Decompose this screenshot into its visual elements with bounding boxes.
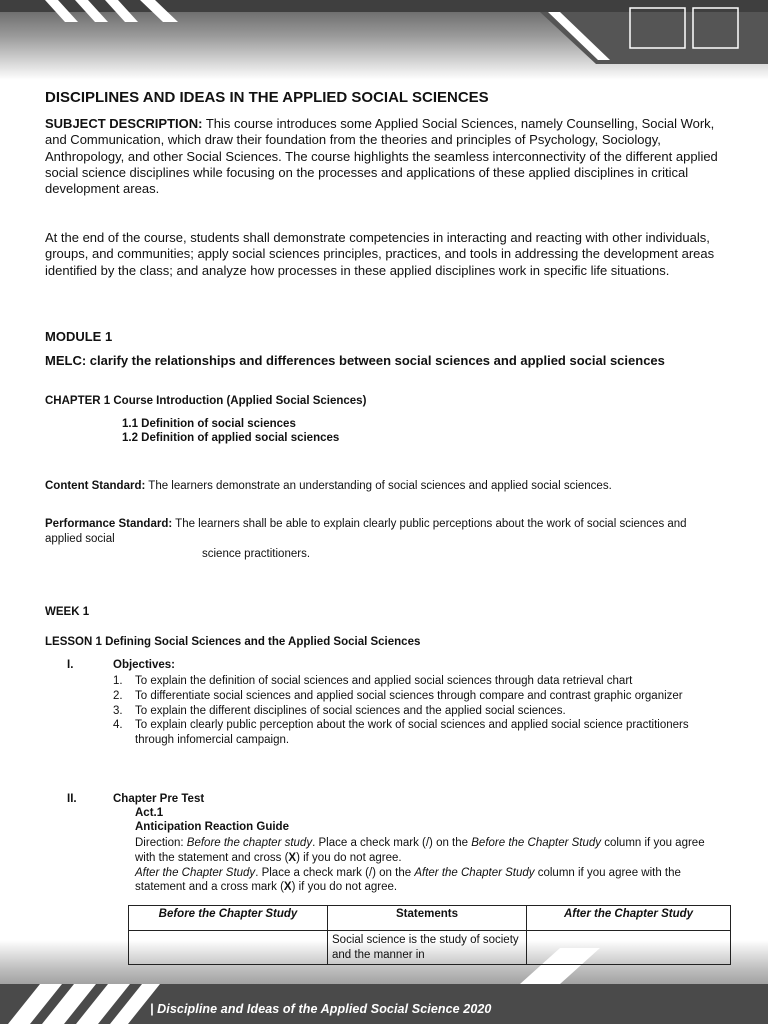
direction-italic-1: Before the chapter study (186, 837, 313, 849)
direction-text-2: column if you agree with the statement and cross ( (135, 837, 705, 864)
direction-x: X (288, 851, 297, 864)
table-row (129, 931, 731, 965)
direction-text-3: ) if you do not agree. (296, 851, 402, 864)
table-header-after: After the Chapter Study (527, 906, 731, 931)
chapter-heading: CHAPTER 1 Course Introduction (Applied Social Sciences) (45, 395, 367, 407)
melc-heading: MELC: clarify the relationships and differences between social sciences and applied social sciences (45, 353, 665, 368)
after-text-1: . Place a check mark (/) on the (255, 866, 415, 879)
objective-text: To explain the different disciplines of social sciences and the applied social sciences. (135, 704, 566, 717)
content-standard (45, 479, 725, 494)
objective-text: To explain clearly public perception about the work of social sciences and applied social science practitioners through infomercial campaign. (135, 719, 689, 747)
list-item (113, 674, 723, 689)
section-1-title: Objectives: (113, 659, 175, 671)
direction-text-1: . Place a check mark (/) on the (312, 837, 472, 849)
performance-standard-continued: science practitioners. (202, 548, 311, 560)
subject-text: This course introduces some Applied Social Sciences, namely Counselling, Social Work, and Communication, which draw their foundation from the theories and principles of Psychology, Sociology, Anthropology, and other Social Sciences. The course highlights the seamless interconnectivity of the different applied social science disciplines while focusing on the processes and applications of these applied disciplines in critical development areas. (45, 116, 718, 197)
activity-title: Anticipation Reaction Guide (135, 821, 289, 833)
objective-number: 1. (113, 675, 123, 687)
list-item (113, 718, 723, 748)
objective-number: 4. (113, 719, 123, 732)
after-italic-2: After the Chapter Study (414, 866, 535, 879)
after-text-2: column if you agree with the statement and a cross mark ( (135, 866, 681, 894)
module-heading: MODULE 1 (45, 329, 113, 344)
content-standard-text: The learners demonstrate an understanding of social sciences and applied social sciences. (145, 480, 612, 492)
end-of-course-paragraph: At the end of the course, students shall demonstrate competencies in interacting and reacting with other individuals, groups, and communities; apply social sciences principles, practices, and tools in addressing the development areas identified by the class; and analyze how processes in these applied disciplines work in specific life situations. (45, 230, 715, 278)
list-item (113, 689, 723, 704)
subtopic-2: 1.2 Definition of applied social sciences (122, 432, 340, 444)
after-text-3: ) if you do not agree. (291, 881, 398, 894)
footer-text: | Discipline and Ideas of the Applied Social Science 2020 (150, 1002, 492, 1016)
direction-text (135, 836, 725, 895)
statement-cell: Social science is the study of society and the manner in (328, 931, 527, 965)
subject-label: SUBJECT DESCRIPTION: (45, 116, 203, 131)
objective-text: To differentiate social sciences and applied social sciences through compare and contrast graphic organizer (135, 689, 683, 702)
table-header-row (129, 906, 731, 931)
section-2-title: Chapter Pre Test (113, 793, 205, 805)
subject-description (45, 116, 725, 197)
header-banner (0, 0, 768, 80)
table-header-before: Before the Chapter Study (129, 906, 328, 931)
after-x: X (283, 881, 292, 894)
performance-standard (45, 517, 725, 547)
objectives-list (113, 674, 723, 748)
week-heading: WEEK 1 (45, 606, 90, 618)
page-title: DISCIPLINES AND IDEAS IN THE APPLIED SOCIAL SCIENCES (45, 89, 489, 106)
after-cell[interactable] (527, 931, 731, 965)
lesson-heading: LESSON 1 Defining Social Sciences and the Applied Social Sciences (45, 636, 421, 648)
objective-number: 2. (113, 689, 123, 702)
table-header-statements: Statements (328, 906, 527, 931)
objective-number: 3. (113, 704, 123, 717)
subtopic-1: 1.1 Definition of social sciences (122, 418, 296, 430)
section-1-number: I. (67, 659, 74, 671)
list-item (113, 704, 723, 719)
performance-standard-text: The learners shall be able to explain clearly public perceptions about the work of social sciences and applied social (45, 518, 687, 545)
direction-italic-2: Before the Chapter Study (471, 837, 602, 849)
direction-label: Direction: (135, 837, 187, 849)
pretest-table (128, 905, 731, 965)
activity-number: Act.1 (135, 807, 164, 819)
objective-text: To explain the definition of social sciences and applied social sciences through data retrieval chart (135, 675, 633, 687)
before-cell[interactable] (129, 931, 328, 965)
performance-standard-label: Performance Standard: (45, 518, 173, 530)
after-italic-1: After the Chapter Study (135, 866, 256, 879)
content-standard-label: Content Standard: (45, 480, 146, 492)
section-2-number: II. (67, 793, 77, 805)
